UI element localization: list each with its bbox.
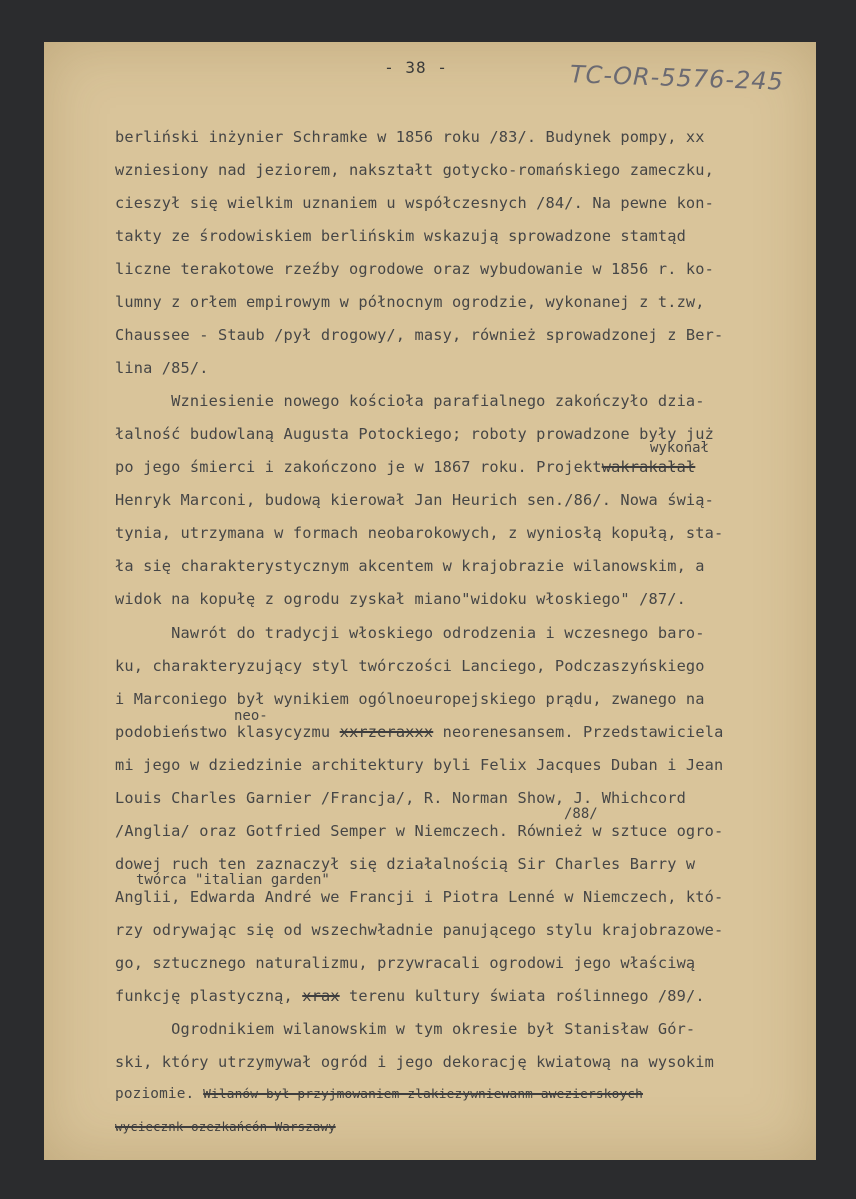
insert-wykonal: wykonał bbox=[650, 440, 710, 456]
text-line-18: i Marconiego był wynikiem ogólnoeuropejskiego prądu, zwanego na bbox=[115, 690, 705, 708]
text-line-27-main: funkcję plastyczną, bbox=[115, 987, 293, 1005]
text-line-11-main: po jego śmierci i zakończono je w 1867 roku. Projekt bbox=[115, 458, 602, 476]
text-line-2: wzniesiony nad jeziorem, nakształt gotycko-romańskiego zameczku, bbox=[115, 161, 715, 179]
insert-footnote-88: /88/ bbox=[564, 806, 598, 822]
text-line-16: Nawrót do tradycji włoskiego odrodzenia i wczesnego baro- bbox=[115, 624, 705, 642]
text-line-26: go, sztucznego naturalizmu, przywracali ogrodowi jego właściwą bbox=[115, 954, 696, 972]
text-line-3: cieszył się wielkim uznaniem u współczesnych /84/. Na pewne kon- bbox=[115, 194, 715, 212]
text-line-23: dowej ruch ten zaznaczył się działalnością Sir Charles Barry w bbox=[115, 855, 696, 873]
text-line-6: lumny z orłem empirowym w północnym ogrodzie, wykonanej z t.zw, bbox=[115, 293, 705, 311]
struck-sentence: Wilanów był przyjmowaniem zlakiezywniewanm awezierskoych bbox=[203, 1087, 644, 1102]
archive-signature: TC-OR-5576-245 bbox=[569, 60, 785, 96]
text-line-21: Louis Charles Garnier /Francja/, R. Norman Show, J. Whichcord bbox=[115, 789, 686, 807]
text-line-5: liczne terakotowe rzeźby ogrodowe oraz wybudowanie w 1856 r. ko- bbox=[115, 260, 715, 278]
text-line-29: ski, który utrzymywał ogród i jego dekorację kwiatową na wysokim bbox=[115, 1053, 715, 1071]
struck-word-projekt: wakrakałał bbox=[601, 458, 696, 476]
text-line-20: mi jego w dziedzinie architektury byli Felix Jacques Duban i Jean bbox=[115, 756, 724, 774]
text-line-11 bbox=[115, 458, 695, 476]
text-line-1: berliński inżynier Schramke w 1856 roku /83/. Budynek pompy, xx bbox=[115, 128, 705, 146]
text-line-14: ła się charakterystycznym akcentem w krajobrazie wilanowskim, a bbox=[115, 557, 705, 575]
struck-last-line: wyciecznk-ozezkańcón-Warszawy bbox=[115, 1119, 336, 1134]
text-line-9: Wzniesienie nowego kościoła parafialnego zakończyło dzia- bbox=[115, 392, 705, 410]
text-line-8: lina /85/. bbox=[115, 359, 209, 377]
struck-word-frax: xrax bbox=[302, 987, 340, 1005]
text-line-31 bbox=[115, 1119, 336, 1134]
text-line-15: widok na kopułę z ogrodu zyskał miano"widoku włoskiego" /87/. bbox=[115, 590, 686, 608]
struck-word-x: xxrzeraxxx bbox=[339, 723, 434, 741]
text-line-27-end: terenu kultury świata roślinnego /89/. bbox=[349, 987, 705, 1005]
text-line-4: takty ze środowiskiem berlińskim wskazują sprowadzone stamtąd bbox=[115, 227, 686, 245]
text-line-19-end: neorenesansem. Przedstawiciela bbox=[442, 723, 724, 741]
text-line-19 bbox=[115, 723, 723, 741]
insert-neo: neo- bbox=[234, 708, 268, 724]
text-line-10: łalność budowlaną Augusta Potockiego; roboty prowadzone były już bbox=[115, 425, 715, 443]
page-number: - 38 - bbox=[384, 58, 448, 77]
text-line-22: /Anglia/ oraz Gotfried Semper w Niemczech. Również w sztuce ogro- bbox=[115, 822, 724, 840]
text-line-12: Henryk Marconi, budową kierował Jan Heurich sen./86/. Nowa świą- bbox=[115, 491, 715, 509]
text-line-19-main: podobieństwo klasycyzmu bbox=[115, 723, 331, 741]
text-line-13: tynia, utrzymana w formach neobarokowych, z wyniosłą kopułą, sta- bbox=[115, 524, 724, 542]
text-line-24: Anglii, Edwarda André we Francji i Piotra Lenné w Niemczech, któ- bbox=[115, 888, 724, 906]
text-line-7: Chaussee - Staub /pył drogowy/, masy, również sprowadzonej z Ber- bbox=[115, 326, 724, 344]
text-line-17: ku, charakteryzujący styl twórczości Lanciego, Podczaszyńskiego bbox=[115, 657, 705, 675]
text-line-30-main: poziomie. bbox=[115, 1086, 195, 1102]
text-line-30 bbox=[115, 1086, 643, 1102]
text-line-28: Ogrodnikiem wilanowskim w tym okresie był Stanisław Gór- bbox=[115, 1020, 696, 1038]
insert-italian-garden: twórca "italian garden" bbox=[136, 872, 330, 888]
text-line-27 bbox=[115, 987, 705, 1005]
document-page bbox=[44, 42, 816, 1160]
text-line-25: rzy odrywając się od wszechwładnie panującego stylu krajobrazowe- bbox=[115, 921, 724, 939]
